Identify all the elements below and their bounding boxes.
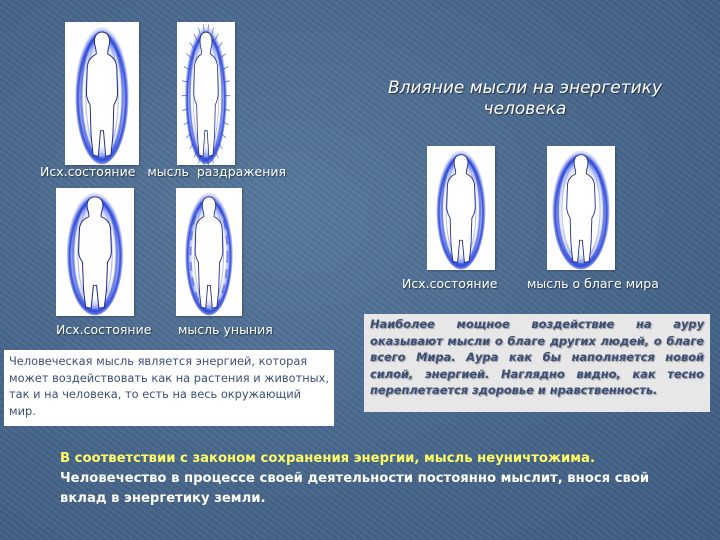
aura-photo-initial-1 — [65, 22, 139, 165]
caption-initial-right: Исх.состояние — [402, 276, 498, 291]
aura-photo-world-good — [547, 146, 615, 270]
caption-initial-left: Исх.состояние — [56, 322, 152, 337]
title-line-1: Влияние мысли на энергетику — [387, 78, 663, 98]
aura-photo-initial-3 — [427, 146, 495, 270]
caption-row-1: Исх.состояние мысль раздражения — [40, 164, 287, 179]
aura-photo-despondency — [176, 188, 242, 316]
slide-title — [340, 78, 710, 120]
title-line-2: человека — [483, 99, 567, 119]
aura-photo-irritation — [177, 22, 235, 165]
aura-photo-initial-2 — [56, 188, 134, 316]
aura-influence-textbox: Наиболее мощное воздействие на ауру оказывают мысли о благе других людей, о благе всего Мира. Аура как бы наполняется новой силой, энергией. Наглядно видно, как тесно переплетается здоровье и нравственность. — [364, 314, 710, 412]
energy-thought-textbox: Человеческая мысль является энергией, которая может воздействовать как на растения и животных, так и на человека, то есть на весь окружающий мир. — [4, 350, 334, 426]
conservation-statement — [60, 449, 700, 509]
caption-despondency: мысль уныния — [178, 322, 273, 337]
statement-line-2: Человечество в процессе своей деятельности постоянно мыслит, внося свой вклад в энергетику земли. — [60, 471, 650, 506]
statement-line-1: В соответствии с законом сохранения энергии, мысль неуничтожима. — [60, 451, 595, 466]
caption-world-good: мысль о благе мира — [527, 276, 659, 291]
